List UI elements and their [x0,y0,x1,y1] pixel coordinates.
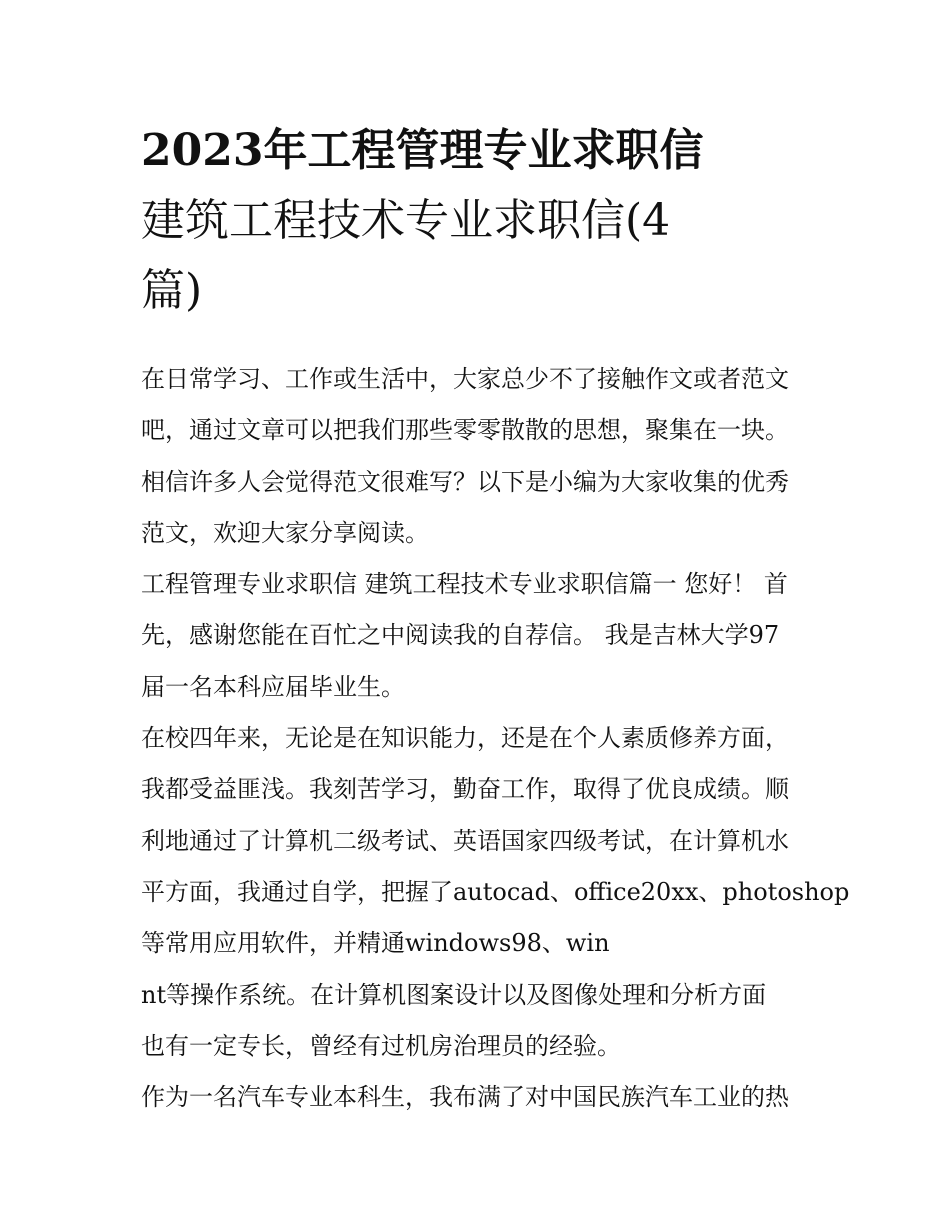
paragraph-line: 我都受益匪浅。我刻苦学习，勤奋工作，取得了优良成绩。顺 [141,775,789,804]
paragraph-line: 工程管理专业求职信 建筑工程技术专业求职信篇一 您好！ 首 [141,570,788,599]
title-line-2: 建筑工程技术专业求职信(4 [141,195,671,246]
paragraph-line: 范文，欢迎大家分享阅读。 [141,518,429,547]
paragraph-line: 在校四年来，无论是在知识能力，还是在个人素质修养方面， [141,724,789,753]
paragraph-line: 作为一名汽车专业本科生，我布满了对中国民族汽车工业的热 [141,1083,789,1112]
document-title [141,116,801,326]
paragraph-line: 在日常学习、工作或生活中，大家总少不了接触作文或者范文 [141,365,789,393]
paragraph-line: nt等操作系统。在计算机图案设计以及图像处理和分析方面 [141,980,767,1009]
document-body [141,354,850,1123]
paragraph-line: 也有一定专长，曾经有过机房治理员的经验。 [141,1031,621,1060]
title-line-3: 篇) [141,265,203,316]
major-paragraph [141,1072,821,1123]
paragraph-line: 相信许多人会觉得范文很难写？以下是小编为大家收集的优秀 [141,467,789,496]
paragraph-line: 吧，通过文章可以把我们那些零零散散的思想，聚集在一块。 [141,416,789,445]
paragraph-line: 届一名本科应届毕业生。 [141,672,405,701]
skills-paragraph [141,713,850,1072]
paragraph-line: 等常用应用软件，并精通windows98、win [141,929,610,958]
paragraph-line: 利地通过了计算机二级考试、英语国家四级考试，在计算机水 [141,826,789,855]
paragraph-line: 平方面，我通过自学，把握了autocad、office20xx、photoshop [141,877,850,906]
intro-paragraph [141,354,821,559]
title-line-1: 2023年工程管理专业求职信 [141,125,704,176]
greeting-paragraph [141,559,821,713]
paragraph-line: 先，感谢您能在百忙之中阅读我的自荐信。 我是吉林大学97 [141,621,780,650]
